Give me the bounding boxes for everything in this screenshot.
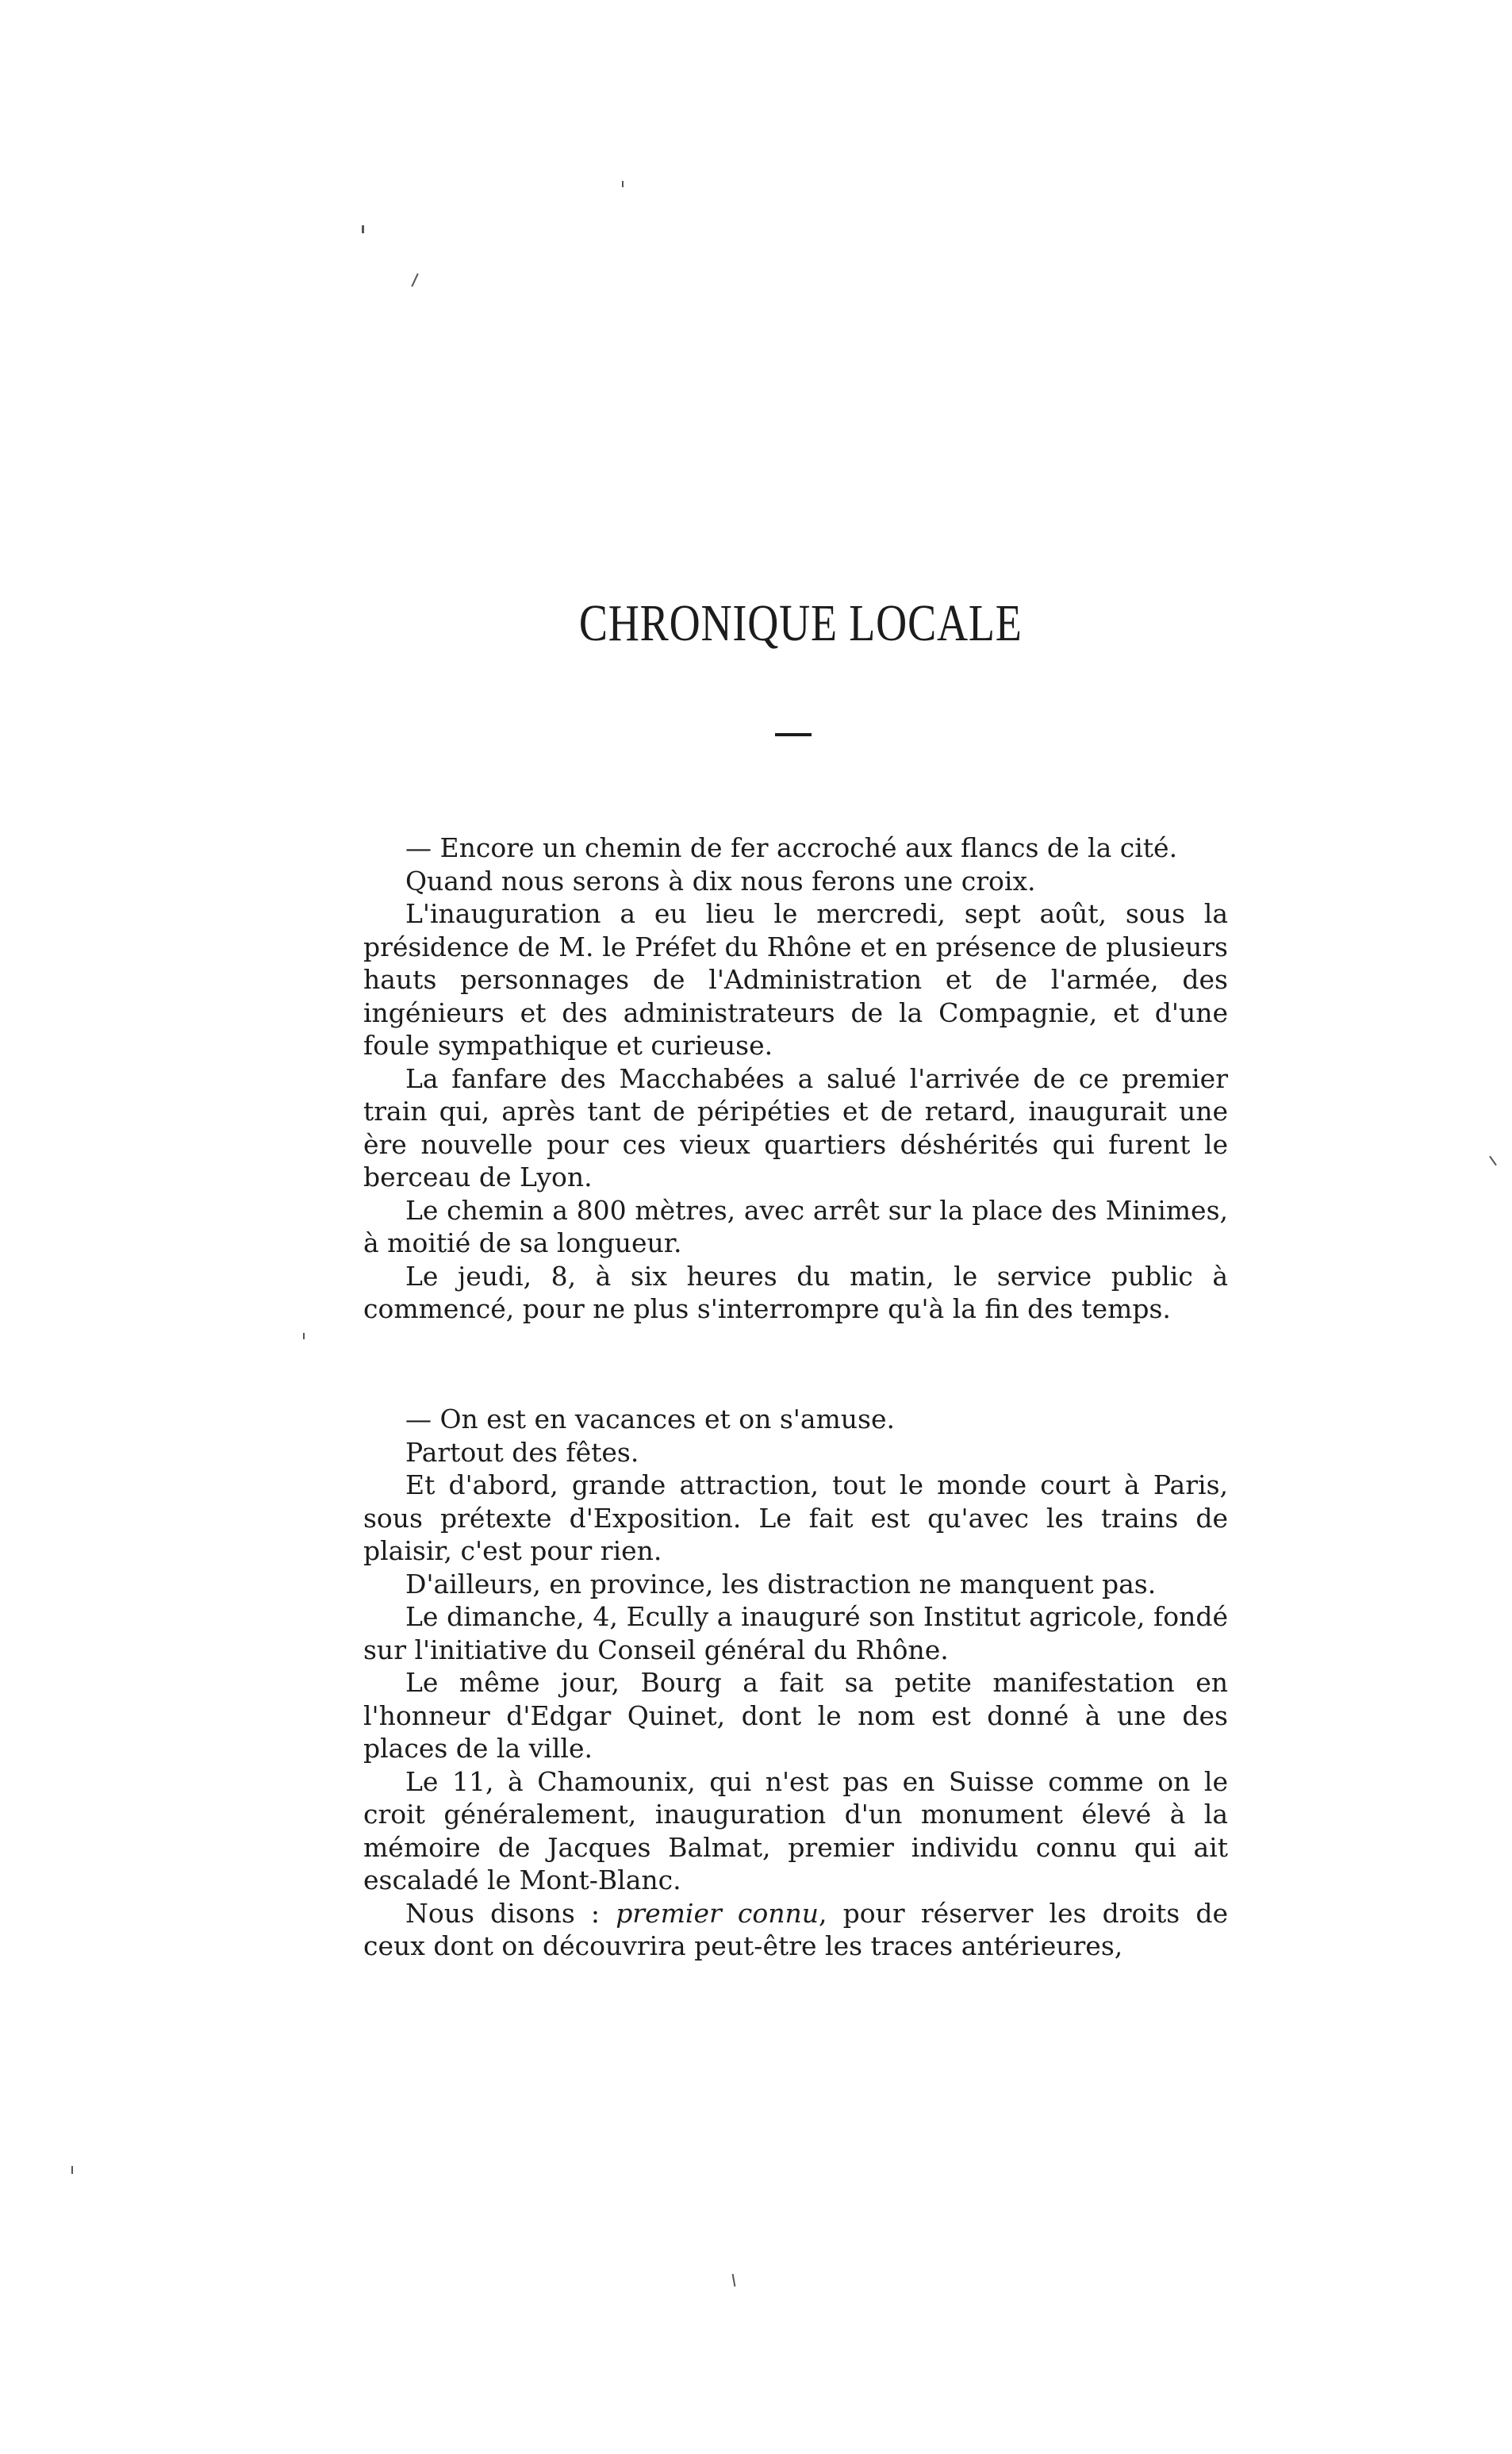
chronicle-section-railway	[363, 831, 1228, 1326]
scan-speck	[362, 225, 364, 233]
paragraph: Le jeudi, 8, à six heures du matin, le service public à commencé, pour ne plus s'interrompre qu'à la fin des temps.	[363, 1260, 1228, 1324]
paragraph: Le chemin a 800 mètres, avec arrêt sur la place des Minimes, à moitié de sa longueur.	[363, 1194, 1228, 1258]
scan-speck	[1489, 1156, 1497, 1166]
paragraph: D'ailleurs, en province, les distraction ne manquent pas.	[405, 1568, 1157, 1600]
scan-speck	[303, 1333, 305, 1339]
paragraph: L'inauguration a eu lieu le mercredi, sept août, sous la présidence de M. le Préfet du Rhône et en présence de plusieurs hauts personnages de l'Administration et de l'armée, des ingénieurs et des administrateurs de la Compagnie, et d'une foule sympathique et curieuse.	[363, 898, 1228, 1061]
title-divider	[775, 733, 812, 736]
scan-speck	[71, 2166, 73, 2174]
paragraph: Quand nous serons à dix nous ferons une croix.	[405, 865, 1036, 897]
title-text: CHRONIQUE LOCALE	[578, 594, 1023, 652]
paragraph: Partout des fêtes.	[405, 1436, 639, 1468]
paragraph: Le même jour, Bourg a fait sa petite manifestation en l'honneur d'Edgar Quinet, dont le nom est donné à une des places de la ville.	[363, 1667, 1228, 1764]
paragraph: Le dimanche, 4, Ecully a inauguré son Institut agricole, fondé sur l'initiative du Conseil général du Rhône.	[363, 1601, 1228, 1665]
final-text-end: , pour réserver les droits de ceux dont on découvrira peut-être les traces antérieures,	[363, 1897, 1228, 1961]
paragraph-final	[363, 1897, 1228, 1963]
paragraph: — Encore un chemin de fer accroché aux flancs de la cité.	[405, 832, 1178, 863]
paragraph: — On est en vacances et on s'amuse.	[405, 1404, 896, 1434]
scan-speck	[622, 181, 624, 187]
paragraph: Le 11, à Chamounix, qui n'est pas en Suisse comme on le croit généralement, inauguration d'un monument élevé à la mémoire de Jacques Balmat, premier individu connu qui ait escaladé le Mont-Blanc.	[363, 1765, 1228, 1895]
chronicle-section-vacations	[363, 1403, 1228, 1963]
scan-speck	[732, 2274, 736, 2287]
final-text-start: Nous disons :	[405, 1897, 616, 1929]
final-text-italic: premier connu	[616, 1897, 819, 1929]
scan-speck	[411, 273, 418, 286]
page-title	[145, 593, 1385, 654]
paragraph: Et d'abord, grande attraction, tout le monde court à Paris, sous prétexte d'Exposition. Le fait est qu'avec les trains de plaisir, c'est pour rien.	[363, 1469, 1228, 1566]
paragraph: La fanfare des Macchabées a salué l'arrivée de ce premier train qui, après tant de péripéties et de retard, inaugurait une ère nouvelle pour ces vieux quartiers déshérités qui furent le berceau de Lyon.	[363, 1062, 1228, 1192]
